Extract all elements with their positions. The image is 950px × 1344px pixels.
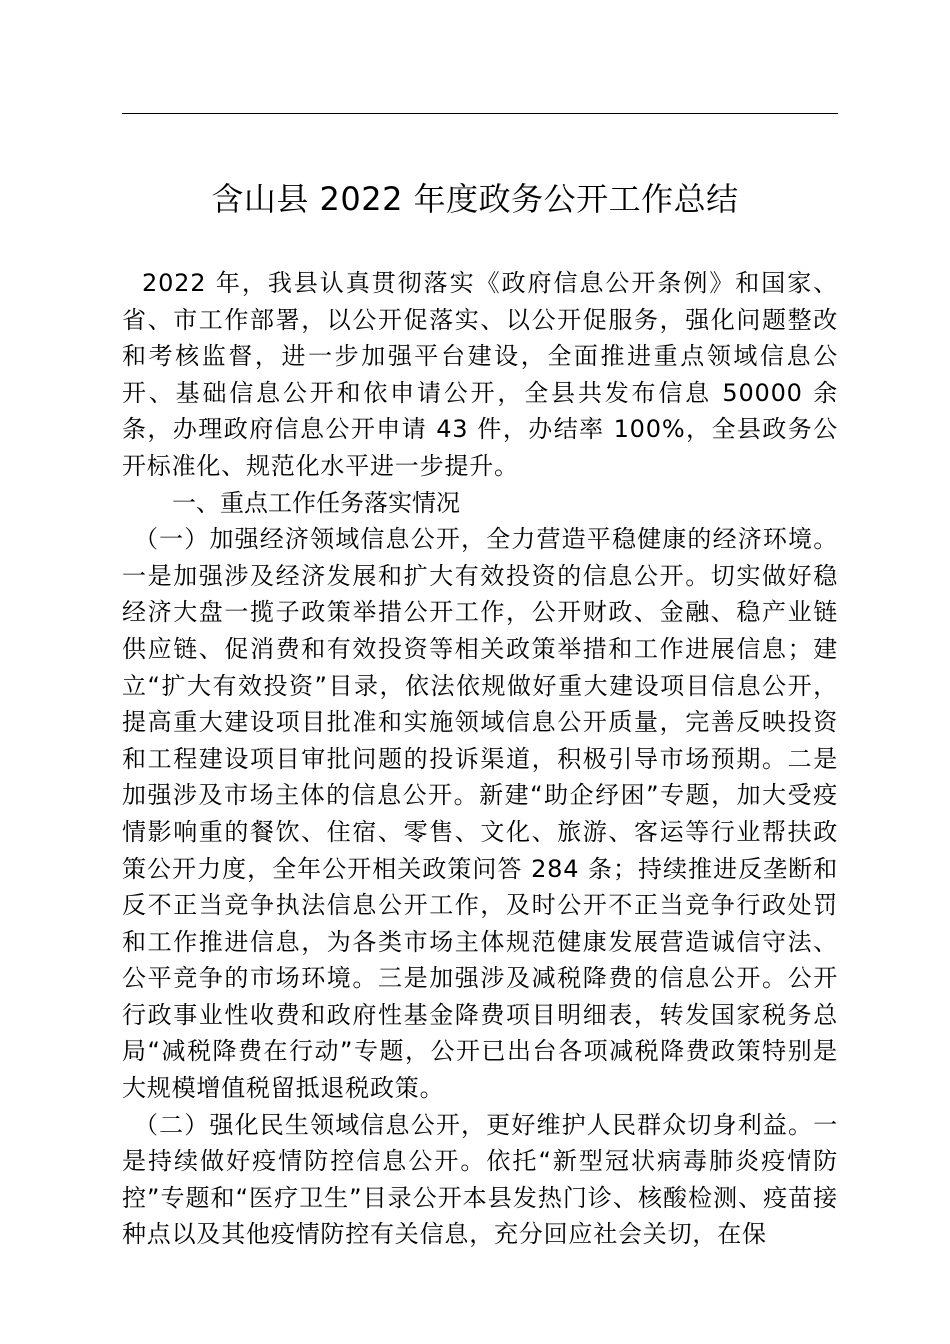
paragraph-economy: （一）加强经济领域信息公开，全力营造平稳健康的经济环境。一是加强涉及经济发展和扩大有效投资的信息公开。切实做好稳经济大盘一揽子政策举措公开工作，公开财政、金融、稳产业链供应链、促消费和有效投资等相关政策举措和工作进展信息；建立“扩大有效投资”目录，依法依规做好重大建设项目信息公开，提高重大建设项目批准和实施领域信息公开质量，完善反映投资和工程建设项目审批问题的投诉渠道，积极引导市场预期。二是加强涉及市场主体的信息公开。新建“助企纾困”专题，加大受疫情影响重的餐饮、住宿、零售、文化、旅游、客运等行业帮扶政策公开力度，全年公开相关政策问答 284 条；持续推进反垄断和反不正当竞争执法信息公开工作，及时公开不正当竞争行政处罚和工作推进信息，为各类市场主体规范健康发展营造诚信守法、公平竞争的市场环境。三是加强涉及减税降费的信息公开。公开行政事业性收费和政府性基金降费项目明细表，转发国家税务总局“减税降费在行动”专题，公开已出台各项减税降费政策特别是大规模增值税留抵退税政策。 (122, 525, 838, 1103)
section-heading: 一、重点工作任务落实情况 (172, 488, 460, 517)
document-title: 含山县 2022 年度政务公开工作总结 (211, 180, 739, 218)
document-body (122, 265, 838, 1253)
paragraph-intro: 2022 年，我县认真贯彻落实《政府信息公开条例》和国家、省、市工作部署，以公开促落实、以公开促服务，强化问题整改和考核监督，进一步加强平台建设，全面推进重点领域信息公开、基础信息公开和依申请公开，全县共发布信息 50000 余条，办理政府信息公开申请 43 件，办结率 100%，全县政务公开标准化、规范化水平进一步提升。 (122, 269, 838, 480)
header-rule (122, 113, 838, 114)
paragraph-livelihood: （二）强化民生领域信息公开，更好维护人民群众切身利益。一是持续做好疫情防控信息公开。依托“新型冠状病毒肺炎疫情防控”专题和“医疗卫生”目录公开本县发热门诊、核酸检测、疫苗接种点以及其他疫情防控有关信息，充分回应社会关切，在保 (122, 1110, 838, 1249)
